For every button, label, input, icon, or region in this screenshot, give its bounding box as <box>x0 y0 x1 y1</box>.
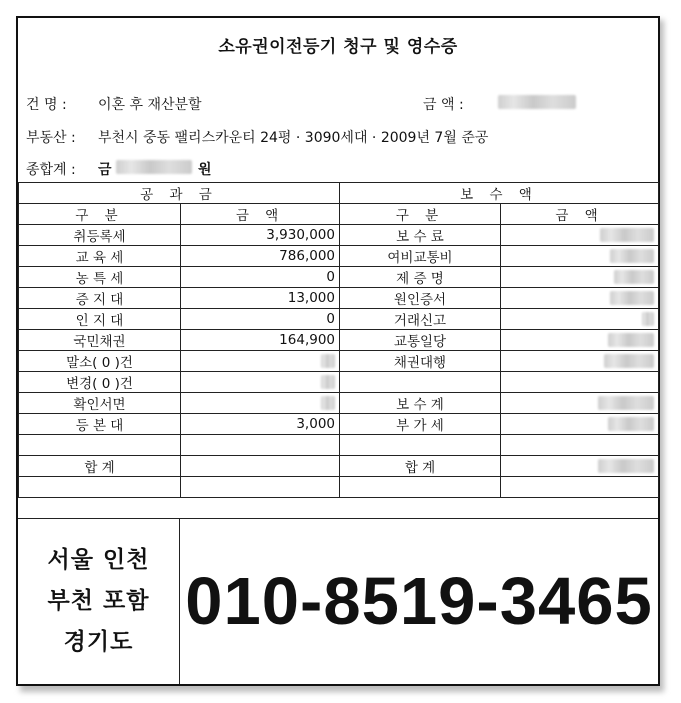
area-line: 경기도 <box>63 629 134 655</box>
redacted-value <box>321 396 335 410</box>
service-amount <box>501 393 659 414</box>
service-label: 교통일당 <box>340 330 501 351</box>
table-row <box>19 225 659 246</box>
fee-amount <box>181 351 340 372</box>
fee-amount: 0 <box>181 267 340 288</box>
total-prefix: 금 <box>98 162 112 178</box>
service-label: 보 수 계 <box>340 393 501 414</box>
redacted-value <box>610 291 654 305</box>
spacer-row <box>19 477 659 498</box>
fee-label: 증 지 대 <box>19 288 181 309</box>
redacted-value <box>642 312 654 326</box>
table-row <box>19 330 659 351</box>
service-amount <box>501 330 659 351</box>
table-row <box>19 288 659 309</box>
area-line: 부천 포함 <box>47 588 150 614</box>
redacted-value <box>608 333 654 347</box>
redacted-value <box>604 354 654 368</box>
empty-cell <box>501 435 659 456</box>
property-value: 부천시 중동 팰리스카운티 24평 · 3090세대 · 2009년 7월 준공 <box>98 130 489 146</box>
fee-label: 국민채권 <box>19 330 181 351</box>
amount-label: 금 액 : <box>423 97 464 113</box>
area-line: 서울 인천 <box>47 547 150 573</box>
contact-section <box>18 518 658 684</box>
empty-cell <box>19 477 181 498</box>
service-amount <box>501 267 659 288</box>
fee-table <box>18 182 659 498</box>
service-label: 거래신고 <box>340 309 501 330</box>
section-service-fees: 보 수 액 <box>340 183 659 204</box>
total-row <box>19 456 659 477</box>
redacted-value <box>321 354 335 368</box>
fee-amount: 164,900 <box>181 330 340 351</box>
service-amount <box>501 414 659 435</box>
empty-cell <box>181 435 340 456</box>
fee-amount: 3,000 <box>181 414 340 435</box>
case-value: 이혼 후 재산분할 <box>98 97 202 113</box>
empty-cell <box>181 477 340 498</box>
service-amount <box>501 225 659 246</box>
total-amount-left <box>181 456 340 477</box>
fee-label: 등 본 대 <box>19 414 181 435</box>
total-label-left: 합 계 <box>19 456 181 477</box>
col-category-right: 구 분 <box>340 204 501 225</box>
col-amount-left: 금 액 <box>181 204 340 225</box>
col-amount-right: 금 액 <box>501 204 659 225</box>
table-row <box>19 414 659 435</box>
fee-amount: 3,930,000 <box>181 225 340 246</box>
receipt-document <box>16 16 660 686</box>
service-label: 보 수 료 <box>340 225 501 246</box>
fee-label: 인 지 대 <box>19 309 181 330</box>
empty-cell <box>501 477 659 498</box>
redacted-value <box>608 417 654 431</box>
fee-label: 농 특 세 <box>19 267 181 288</box>
table-row <box>19 267 659 288</box>
section-public-fees: 공 과 금 <box>19 183 340 204</box>
service-label: 여비교통비 <box>340 246 501 267</box>
fee-amount: 13,000 <box>181 288 340 309</box>
service-amount <box>501 246 659 267</box>
property-label: 부동산 : <box>26 130 76 146</box>
service-amount <box>501 288 659 309</box>
service-amount <box>501 351 659 372</box>
redacted-value <box>614 270 654 284</box>
empty-cell <box>19 435 181 456</box>
document-title: 소유권이전등기 청구 및 영수증 <box>218 37 458 57</box>
table-row <box>19 246 659 267</box>
service-areas <box>18 519 180 684</box>
fee-amount <box>181 393 340 414</box>
col-category-left: 구 분 <box>19 204 181 225</box>
service-label: 채권대행 <box>340 351 501 372</box>
total-value-redacted <box>116 159 192 175</box>
fee-label: 말소( 0 )건 <box>19 351 181 372</box>
fee-label: 취등록세 <box>19 225 181 246</box>
column-header-row <box>19 204 659 225</box>
phone-number[interactable]: 010-8519-3465 <box>185 564 653 639</box>
fee-amount: 786,000 <box>181 246 340 267</box>
amount-value-redacted <box>498 94 576 110</box>
case-label: 건 명 : <box>26 97 67 113</box>
table-row <box>19 351 659 372</box>
total-label-right: 합 계 <box>340 456 501 477</box>
redacted-value <box>321 375 335 389</box>
redacted-value <box>600 228 654 242</box>
section-header-row <box>19 183 659 204</box>
fee-label: 확인서면 <box>19 393 181 414</box>
total-suffix: 원 <box>198 162 212 178</box>
service-amount <box>501 309 659 330</box>
redacted-value <box>598 459 654 473</box>
redacted-value <box>610 249 654 263</box>
fee-label: 교 육 세 <box>19 246 181 267</box>
total-amount-right <box>501 456 659 477</box>
service-label: 원인증서 <box>340 288 501 309</box>
spacer-row <box>19 435 659 456</box>
service-label: 부 가 세 <box>340 414 501 435</box>
empty-cell <box>340 435 501 456</box>
empty-cell <box>340 477 501 498</box>
fee-amount: 0 <box>181 309 340 330</box>
service-label: 제 증 명 <box>340 267 501 288</box>
fee-label: 변경( 0 )건 <box>19 372 181 393</box>
total-label: 종합계 : <box>26 162 76 178</box>
fee-amount <box>181 372 340 393</box>
table-row <box>19 309 659 330</box>
table-row <box>19 372 659 393</box>
table-row <box>19 393 659 414</box>
redacted-value <box>598 396 654 410</box>
service-label <box>340 372 501 393</box>
service-amount <box>501 372 659 393</box>
